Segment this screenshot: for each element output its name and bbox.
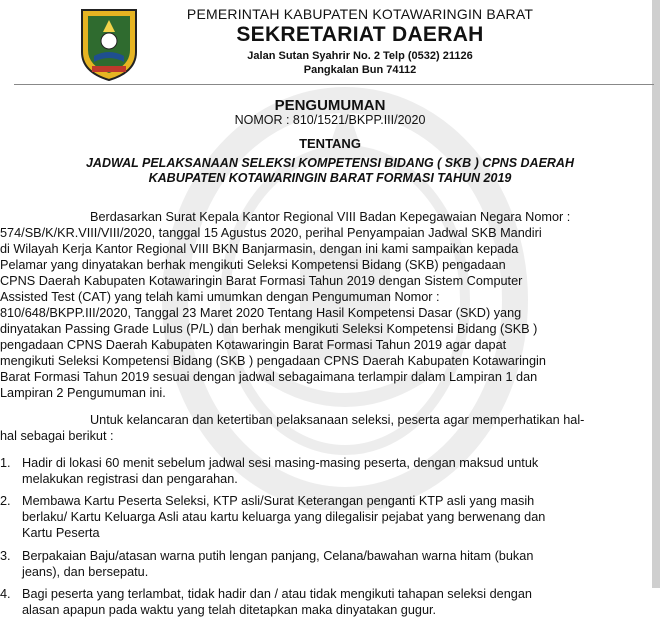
paragraph-line: 810/648/BKPP.III/2020, Tanggal 23 Maret 2020 Tentang Hasil Kompetensi Dasar (SKD) yang	[0, 306, 522, 320]
list-item-line: Hadir di lokasi 60 menit sebelum jadwal sesi masing-masing peserta, dengan maksud untuk	[22, 456, 539, 470]
list-number: 1.	[0, 456, 11, 470]
list-item-line: berlaku/ Kartu Keluarga Asli atau kartu keluarga yang dilegalisir pejabat yang berwenang dan	[22, 510, 546, 524]
page-edge	[652, 0, 660, 588]
office-name: SEKRETARIAT DAERAH	[236, 23, 484, 46]
list-number: 4.	[0, 587, 11, 601]
paragraph-line: pengadaan CPNS Daerah Kabupaten Kotawaringin Barat Formasi Tahun 2019 agar dapat	[0, 338, 507, 352]
paragraph-line: Pelamar yang dinyatakan berhak mengikuti Seleksi Kompetensi Bidang (SKB) pengadaan	[0, 258, 506, 272]
list-item-line: alasan apapun pada waktu yang telah ditetapkan maka dinyatakan gugur.	[22, 603, 437, 617]
list-number: 3.	[0, 549, 11, 563]
paragraph-line: mengikuti Seleksi Kompetensi Bidang (SKB ) pengadaan CPNS Daerah Kabupaten Kotawaringin	[0, 354, 546, 368]
paragraph-line: hal sebagai berikut :	[0, 429, 114, 443]
list-item-line: Membawa Kartu Peserta Seleksi, KTP asli/Surat Keterangan penganti KTP asli yang masih	[22, 494, 535, 508]
address-line-1: Jalan Sutan Syahrir No. 2 Telp (0532) 21126	[247, 50, 473, 62]
list-item-line: melakukan registrasi dan pengarahan.	[22, 472, 238, 486]
header-divider	[14, 84, 654, 85]
list-item-line: Berpakaian Baju/atasan warna putih lengan panjang, Celana/bawahan warna hitam (bukan	[22, 549, 534, 563]
list-item-line: Bagi peserta yang terlambat, tidak hadir dan / atau tidak mengikuti tahapan seleksi dengan	[22, 587, 532, 601]
list-number: 2.	[0, 494, 11, 508]
list-item-line: jeans), dan bersepatu.	[22, 565, 149, 579]
list-item-line: Kartu Peserta	[22, 526, 100, 540]
paragraph-line: Untuk kelancaran dan ketertiban pelaksanaan seleksi, peserta agar memperhatikan hal-	[90, 413, 585, 427]
paragraph-line: Barat Formasi Tahun 2019 sesuai dengan jadwal sebagaimana terlampir dalam Lampiran 1 dan	[0, 370, 538, 384]
regency-emblem-logo	[78, 6, 140, 82]
paragraph-line: dinyatakan Passing Grade Lulus (P/L) dan berhak mengikuti Seleksi Kompetensi Bidang (SKB )	[0, 322, 538, 336]
paragraph-line: Berdasarkan Surat Kepala Kantor Regional VIII Badan Kepegawaian Negara Nomor :	[90, 210, 571, 224]
document-heading: PENGUMUMAN	[274, 97, 386, 114]
government-name: PEMERINTAH KABUPATEN KOTAWARINGIN BARAT	[186, 6, 534, 22]
document-subject-line-2: KABUPATEN KOTAWARINGIN BARAT FORMASI TAHUN 2019	[148, 171, 512, 185]
paragraph-line: Assisted Test (CAT) yang telah kami umumkan dengan Pengumuman Nomor :	[0, 290, 440, 304]
document-number: NOMOR : 810/1521/BKPP.III/2020	[234, 113, 426, 127]
document-subject-line-1: JADWAL PELAKSANAAN SELEKSI KOMPETENSI BIDANG ( SKB ) CPNS DAERAH	[85, 156, 574, 170]
paragraph-line: di Wilayah Kerja Kantor Regional VIII BKN Banjarmasin, dengan ini kami sampaikan kepada	[0, 242, 519, 256]
paragraph-line: Lampiran 2 Pengumuman ini.	[0, 386, 166, 400]
document-about: TENTANG	[299, 136, 361, 151]
address-line-2: Pangkalan Bun 74112	[303, 64, 417, 76]
paragraph-line: CPNS Daerah Kabupaten Kotawaringin Barat Formasi Tahun 2019 dengan Sistem Computer	[0, 274, 523, 288]
paragraph-line: 574/SB/K/KR.VIII/VIII/2020, tanggal 15 Agustus 2020, perihal Penyampaian Jadwal SKB Mandiri	[0, 226, 542, 240]
